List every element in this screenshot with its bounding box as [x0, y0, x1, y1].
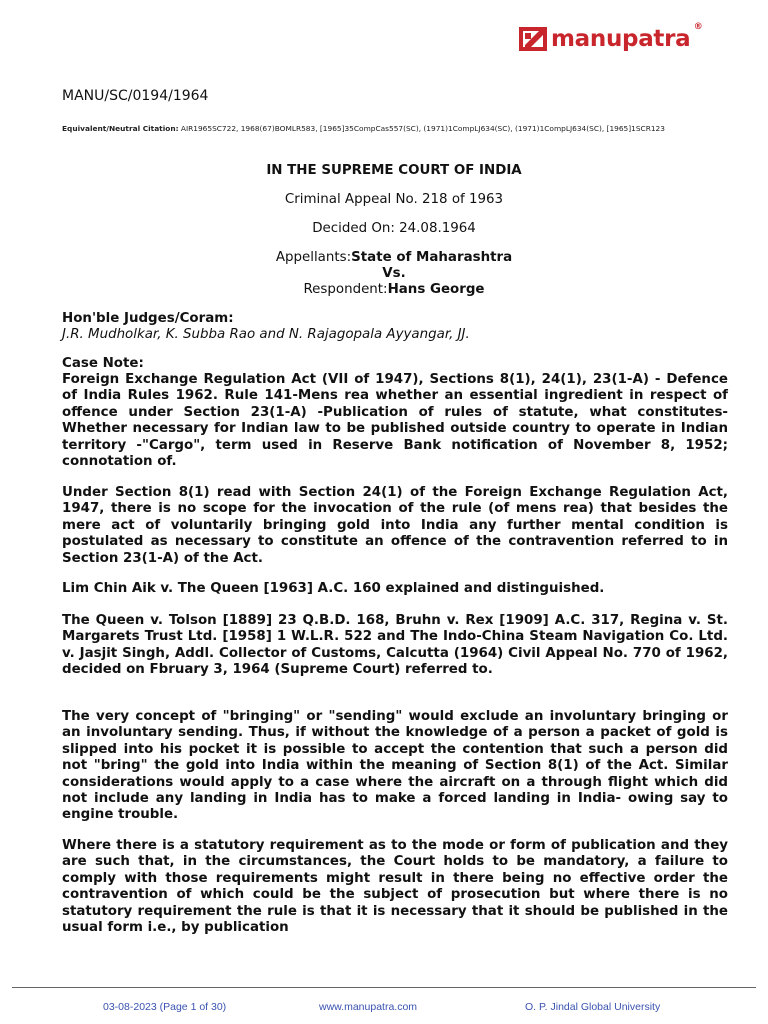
logo-text: manupatra	[551, 26, 691, 52]
appellants-label: Appellants:	[275, 250, 352, 265]
logo-wordmark	[551, 22, 703, 52]
footer-institution: O. P. Jindal Global University	[525, 1001, 661, 1013]
case-note-heading: Case Note:	[62, 356, 144, 371]
case-note-paragraph-1: Foreign Exchange Regulation Act (VII of 1947), Sections 8(1), 24(1), 23(1-A) - Defence of India Rules 1962. Rule 141-Mens rea whether an essential ingredient in respect of offence under Section 23(1-A) -Publication of rules of statute, what constitutes-Whether necessary for Indian law to be published outside country to operate in Indian territory -"Cargo", term used in Reserve Bank notification of November 8, 1952; connotation of.	[62, 372, 728, 470]
manupatra-logo-icon	[518, 26, 548, 52]
manu-citation-id: MANU/SC/0194/1964	[62, 88, 209, 104]
versus: Vs.	[382, 266, 406, 281]
footer-page-info: 03-08-2023 (Page 1 of 30)	[103, 1001, 227, 1013]
decided-date: Decided On: 24.08.1964	[312, 221, 476, 236]
appeal-number: Criminal Appeal No. 218 of 1963	[284, 192, 504, 207]
court-name: IN THE SUPREME COURT OF INDIA	[266, 163, 522, 178]
case-note-paragraph-4: The Queen v. Tolson [1889] 23 Q.B.D. 168, Bruhn v. Rex [1909] A.C. 317, Regina v. St. Margarets Trust Ltd. [1958] 1 W.L.R. 522 and The Indo-China Steam Navigation Co. Ltd. v. Jasjit Singh, Addl. Collector of Customs, Calcutta (1964) Civil Appeal No. 770 of 1962, decided on Fbruary 3, 1964 (Supreme Court) referred to.	[62, 613, 728, 678]
case-note-paragraph-5: The very concept of "bringing" or "sending" would exclude an involuntary bringing or an involuntary sending. Thus, if without the knowledge of a person a packet of gold is slipped into his pocket it is possible to accept the contention that such a person did not "bring" the gold into India within the meaning of Section 8(1) of the Act. Similar considerations would apply to a case where the aircraft on a through flight which did not include any landing in India has to make a forced landing in India- owing say to engine trouble.	[62, 709, 728, 823]
appellants-line	[62, 250, 726, 265]
respondent-name: Hans George	[387, 282, 485, 297]
judges-names: J.R. Mudholkar, K. Subba Rao and N. Rajagopala Ayyangar, JJ.	[62, 327, 470, 342]
judges-heading: Hon'ble Judges/Coram:	[62, 311, 234, 326]
equivalent-citation	[62, 120, 728, 138]
footer-website-link[interactable]: www.manupatra.com	[319, 1001, 418, 1013]
respondent-label: Respondent:	[303, 282, 388, 297]
respondent-line	[62, 282, 726, 297]
registered-mark: ®	[693, 22, 703, 32]
footer-divider	[12, 987, 756, 988]
case-note-paragraph-2: Under Section 8(1) read with Section 24(1) of the Foreign Exchange Regulation Act, 1947, there is no scope for the invocation of the rule (of mens rea) that besides the mere act of voluntarily bringing gold into India any further mental condition is postulated as necessary to constitute an offence of the contravention referred to in Section 23(1-A) of the Act.	[62, 485, 728, 566]
case-note-paragraph-3: Lim Chin Aik v. The Queen [1963] A.C. 160 explained and distinguished.	[62, 581, 605, 596]
citation-label: Equivalent/Neutral Citation:	[62, 124, 179, 133]
case-note-paragraph-6: Where there is a statutory requirement as to the mode or form of publication and they are such that, in the circumstances, the Court holds to be mandatory, a failure to comply with those requirements might result in there being no effective order the contravention of which could be the subject of prosecution but where there is no statutory requirement the rule is that it is necessary that it should be published in the usual form i.e., by publication	[62, 838, 728, 936]
manupatra-logo	[518, 22, 703, 52]
appellants-name: State of Maharashtra	[351, 250, 513, 265]
citation-text: AIR1965SC722, 1968(67)BOMLR583, [1965]35CompCas557(SC), (1971)1CompLJ634(SC), (1971)1CompLJ634(SC), [1965]1SCR123	[178, 124, 665, 133]
